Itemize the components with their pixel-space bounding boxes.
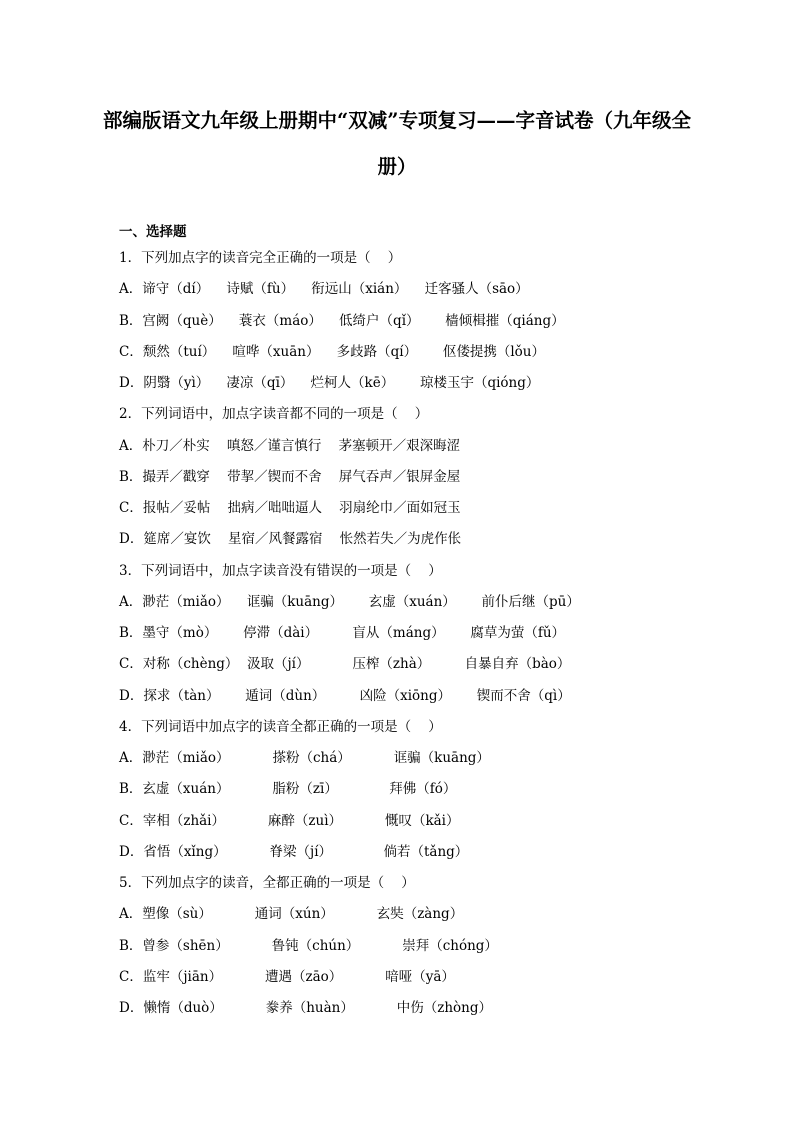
option-line: C．宰相（zhǎi） 麻醉（zuì） 慨叹（kǎi） bbox=[119, 812, 460, 829]
option-line: A．朴刀／朴实 嗔怒／谨言慎行 茅塞顿开／艰深晦涩 bbox=[119, 437, 461, 454]
option-line: A．谛守（dí） 诗赋（fù） 衔远山（xián） 迁客骚人（sāo） bbox=[119, 281, 529, 298]
option-line: A．渺茫（miǎo） 诓骗（kuāng） 玄虚（xuán） 前仆后继（pū） bbox=[119, 593, 580, 610]
question-list bbox=[119, 247, 739, 1028]
document-title: 部编版语文九年级上册期中“双减”专项复习——字音试卷（九年级全册） bbox=[103, 109, 691, 178]
option-line: D．懒惰（duò） 豢养（huàn） 中伤（zhòng） bbox=[119, 1000, 493, 1016]
option-line: B．曾参（shēn） 鲁钝（chún） 崇拜（chóng） bbox=[119, 937, 498, 954]
option-line: B．玄虚（xuán） 脂粉（zī） 拜佛（fó） bbox=[119, 781, 457, 798]
option-line: D．阴翳（yì） 凄凉（qī） 烂柯人（kē） 琼楼玉宇（qióng） bbox=[119, 375, 540, 391]
option-line: D．省悟（xǐng） 脊梁（jí） 倘若（tǎng） bbox=[119, 843, 469, 860]
option-line: A．渺茫（miǎo） 搽粉（chá） 诓骗（kuāng） bbox=[119, 750, 490, 766]
option-line: C．对称（chèng） 汲取（jí） 压榨（zhà） 自暴自弃（bào） bbox=[119, 656, 571, 673]
question-line: 4．下列词语中加点字的读音全都正确的一项是（ ） bbox=[119, 718, 442, 735]
option-line: B．宫阙（què） 蓑衣（máo） 低绮户（qǐ） 樯倾楫摧（qiáng） bbox=[119, 312, 565, 329]
question-line: 2．下列词语中，加点字读音都不同的一项是（ ） bbox=[119, 406, 429, 423]
option-line: B．撮弄／戳穿 带挈／锲而不舍 屏气吞声／银屏金屋 bbox=[119, 468, 461, 485]
section-heading: 一、选择题 bbox=[119, 224, 187, 240]
option-line: C．监牢（jiān） 遭遇（zāo） 喑哑（yā） bbox=[119, 968, 455, 985]
option-line: B．墨守（mò） 停滞（dài） 盲从（máng） 腐草为萤（fǔ） bbox=[119, 625, 566, 641]
option-line: C．报帖／妥帖 拙病／咄咄逼人 羽扇纶巾／面如冠玉 bbox=[119, 500, 461, 516]
option-line: D．筵席／宴饮 星宿／风餐露宿 怅然若失／为虎作伥 bbox=[119, 531, 462, 548]
question-line: 1．下列加点字的读音完全正确的一项是（ ） bbox=[119, 250, 402, 266]
option-line: C．颓然（tuí） 喧哗（xuān） 多歧路（qí） 伛偻提携（lǒu） bbox=[119, 343, 545, 360]
option-line: A．塑像（sù） 通词（xún） 玄奘（zàng） bbox=[119, 906, 464, 923]
option-line: D．探求（tàn） 遁词（dùn） 凶险（xiōng） 锲而不舍（qì） bbox=[119, 687, 571, 704]
question-line: 5．下列加点字的读音，全都正确的一项是（ ） bbox=[119, 875, 415, 891]
question-line: 3．下列词语中，加点字读音没有错误的一项是（ ） bbox=[119, 562, 442, 579]
